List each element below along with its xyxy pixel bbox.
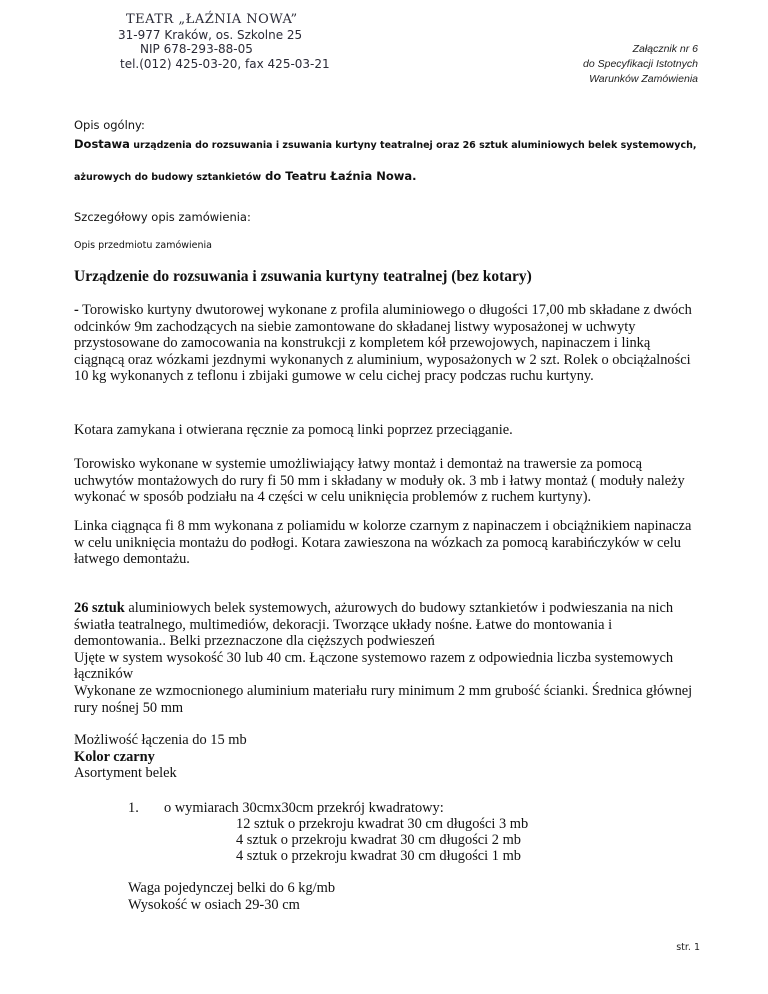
general-label: Opis ogólny: (74, 118, 145, 132)
lead-bold: 26 sztuk (74, 600, 125, 616)
section-heading: Urządzenie do rozsuwania i zsuwania kurtyny teatralnej (bez kotary) (74, 268, 532, 285)
section-2-line-2: Ujęte w system wysokość 30 lub 40 cm. Łączone systemowo razem z odpowiednia liczba systemowych łączników (74, 649, 674, 683)
list-item: 4 sztuk o przekroju kwadrat 30 cm długości 1 mb (236, 848, 521, 864)
list-item: 4 sztuk o przekroju kwadrat 30 cm długości 2 mb (236, 832, 521, 848)
delivery-word: Dostawa (74, 137, 130, 151)
delivery-text-2: ażurowych do budowy sztankietów (74, 172, 262, 183)
section-2-details (74, 732, 698, 782)
section-2-line-3: Wykonane ze wzmocnionego aluminium materiału rury minimum 2 mm grubość ścianki. Średnica głównej rury nośnej 50 mm (74, 682, 693, 716)
detailed-label: Szczegółowy opis zamówienia: (74, 210, 251, 224)
page-number: str. 1 (676, 942, 700, 953)
beam-height: Wysokość w osiach 29-30 cm (128, 896, 300, 913)
dash: - (74, 302, 79, 318)
beam-weight: Waga pojedynczej belki do 6 kg/mb (128, 880, 336, 896)
stamp-nip: NIP 678-293-88-05 (140, 42, 253, 57)
joining: Możliwość łączenia do 15 mb (74, 732, 247, 748)
list-item: 12 sztuk o przekroju kwadrat 30 cm długości 3 mb (236, 816, 529, 832)
paragraph-1 (74, 302, 698, 385)
color: Kolor czarny (74, 748, 155, 765)
list-number: 1. (128, 800, 139, 816)
paragraph-3: Torowisko wykonane w systemie umożliwiający łatwy montaż i demontaż na trawersie za pomocą uchwytów montażowych do rury fi 50 mm i składany w moduły ok. 3 mb i łatwy montaż ( moduły należy wykonać w sposób podziału na 4 części w celu uniknięcia problemów z ruchem kurtyny). (74, 456, 685, 506)
stamp-name: TEATR „ŁAŹNIA NOWA” (126, 12, 298, 27)
paragraph-2: Kotara zamykana i otwierana ręcznie za pomocą linki poprzez przeciąganie. (74, 422, 513, 438)
section-2-lead (74, 600, 698, 716)
paragraph-1-text: Torowisko kurtyny dwutorowej wykonane z profila aluminiowego o długości 17,00 mb składane z dwóch odcinków 9m zachodzących na siebie zamontowane do składanej listwy wyposażonej w uchwyty przystosowane do zamocowania na konstrukcji z kompletem kół przewojowych, napinaczem i linką ciągnącą oraz wózkami jezdnymi wykonanych z aluminium, wyposażonych w 2 szt. Rolek o obciążalności 10 kg wykonanych z teflonu i zbijaki gumowe w celu cichej pracy podczas ruchu kurtyny. (74, 302, 692, 385)
weight-and-height (128, 880, 335, 913)
company-stamp (118, 12, 330, 72)
annex-line-3: Warunków Zamówienia (589, 73, 698, 85)
delivery-text: urządzenia do rozsuwania i zsuwania kurtyny teatralnej oraz 26 sztuk aluminiowych belek systemowych, (129, 140, 697, 151)
lead-text: aluminiowych belek systemowych, ażurowych do budowy sztankietów i podwieszania na nich światła teatralnego, multimediów, dekoracji. Tworzące układy nośne. Łatwe do montowania i demontowania.. Belki przeznaczone dla cięższych podwieszeń (74, 600, 674, 650)
annex-label (583, 42, 698, 87)
stamp-address: 31-977 Kraków, os. Szkolne 25 (118, 27, 303, 42)
general-description (74, 138, 698, 183)
assortment: Asortyment belek (74, 765, 177, 782)
annex-line-2: do Specyfikacji Istotnych (583, 58, 698, 70)
stamp-phone: tel.(012) 425-03-20, fax 425-03-21 (120, 57, 330, 72)
delivery-tail: do Teatru Łaźnia Nowa. (261, 169, 417, 183)
list-title: o wymiarach 30cmx30cm przekrój kwadratowy: (164, 800, 444, 816)
annex-line-1: Załącznik nr 6 (632, 43, 698, 55)
paragraph-4: Linka ciągnąca fi 8 mm wykonana z poliamidu w kolorze czarnym z napinaczem i obciążnikiem napinacza w celu uniknięcia montażu do podłogi. Kotara zawieszona na wózkach za pomocą karabińczyków w celu łatwego demontażu. (74, 518, 692, 568)
detailed-sublabel: Opis przedmiotu zamówienia (74, 240, 212, 251)
